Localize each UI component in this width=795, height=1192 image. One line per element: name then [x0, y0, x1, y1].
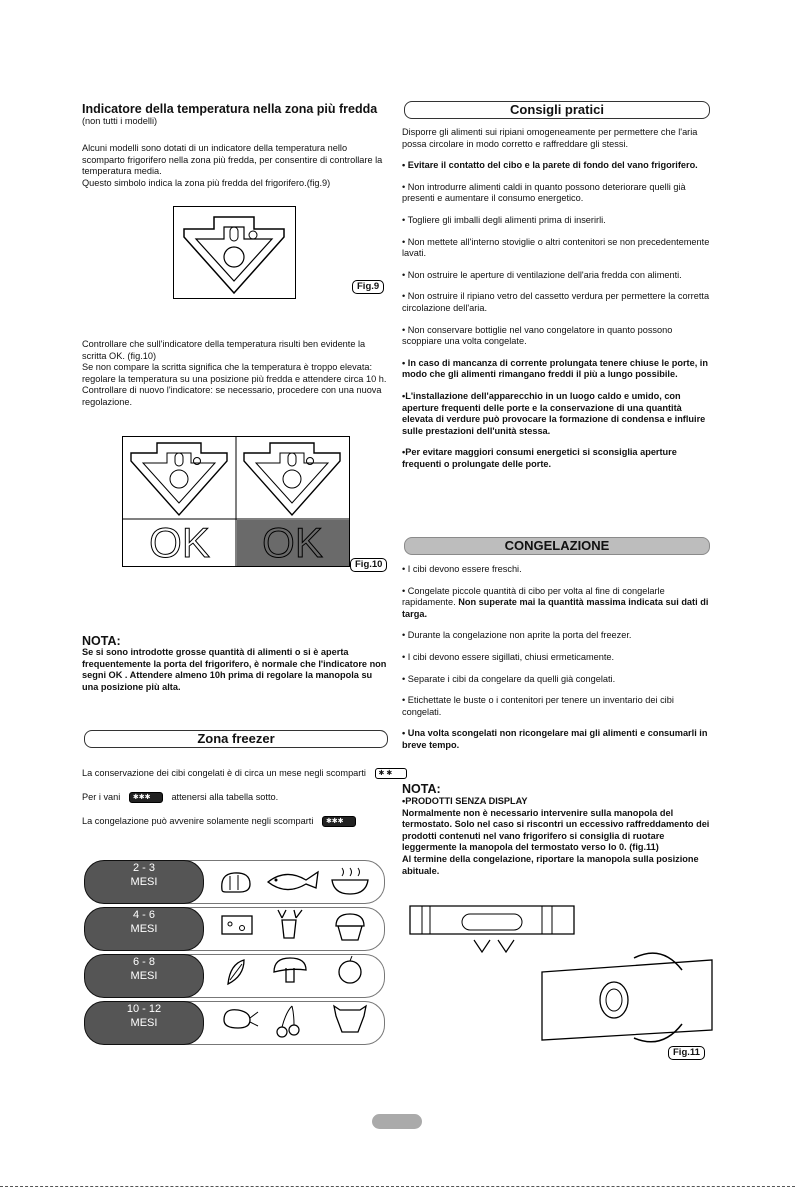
right-nota-text: •PRODOTTI SENZA DISPLAY Normalmente non è necessario intervenire sulla manopola del termostato. Solo nel caso si riscontri un eccessivo raffreddamento dei prodotti contenuti nel vano frigorifero si consiglia di ruotare leggermente la manopola del termostato verso lo 0. (fig.11) Al termine della congelazione, riportare la manopola sulla posizione abituale. — [402, 796, 710, 876]
cow-icon — [334, 1006, 366, 1032]
fig10-label: Fig.10 — [350, 558, 387, 572]
footer-line — [0, 1186, 795, 1192]
fish-icon — [268, 872, 318, 890]
four-star-symbol-icon: ✱✱✱ — [322, 816, 356, 827]
apple-icon — [339, 956, 361, 983]
four-star-symbol-icon: ✱✱✱ — [129, 792, 163, 803]
chicken-icon — [224, 1010, 258, 1028]
mesi-badge: 10 - 12 MESI — [84, 1001, 204, 1045]
right-nota-title: NOTA: — [402, 782, 441, 796]
one-star-symbol-icon: ✱ ✱ — [375, 768, 407, 779]
temp-check-text: Controllare che sull'indicatore della temperatura risulti ben evidente la scritta OK. (fig.10) Se non compare la scritta significa che la temperatura è troppo elevata: regolare la temperatura su una posizione più fredda e attendere circa 10 h. Controllare di nuovo l'indicatore: se necessario, procedere con una nuova regolazione. — [82, 339, 387, 407]
cold-zone-symbol-icon — [174, 207, 295, 298]
fig11-label: Fig.11 — [668, 1046, 705, 1060]
deer-icon — [278, 910, 302, 938]
ok-label-dark: OK — [262, 519, 323, 566]
page-number-bar — [372, 1114, 422, 1129]
fig9-label: Fig.9 — [352, 280, 384, 294]
thermostat-top-icon — [410, 906, 574, 952]
mesi-badge: 6 - 8 MESI — [84, 954, 204, 998]
temp-indicator-intro: Alcuni modelli sono dotati di un indicatore della temperatura nello scomparto frigorifero nella zona più fredda, per consentire di controllare la temperatura media. Questo simbolo indica la zona più fredda del frigorifero.(fig.9) — [82, 143, 383, 188]
zona-freezer-heading: Zona freezer — [84, 730, 388, 748]
zona-text-1: La conservazione dei cibi congelati è di circa un mese negli scomparti ✱ ✱ — [82, 768, 407, 780]
soup-icon — [332, 868, 368, 894]
vegetable-icon — [228, 960, 244, 984]
fig11-image — [402, 900, 714, 1046]
consigli-heading: Consigli pratici — [404, 101, 710, 119]
left-nota-text: Se si sono introdotte grosse quantità di alimenti o si è aperta frequentemente la porta del frigorifero, è normale che l'indicatore non segni OK . Attendere almeno 10h prima di regolare la manopola su una posizione più alta. — [82, 647, 387, 692]
thermostat-knob-icon — [542, 953, 712, 1042]
ok-label-light: OK — [149, 519, 210, 566]
congelazione-heading: CONGELAZIONE — [404, 537, 710, 555]
cheese-icon — [222, 916, 252, 934]
cupcake-icon — [336, 914, 364, 940]
fig9-image — [173, 206, 296, 299]
consigli-list: Disporre gli alimenti sui ripiani omogeneamente per permettere che l'aria possa circolare in modo corretto e raffreddare gli stessi. • Evitare il contatto del cibo e la parete di fondo del vano frigorifero. • Non introdurre alimenti caldi in quanto possono deteriorare quelli già presenti e aumentare il consumo energetico. • Togliere gli imballi degli alimenti prima di inserirli. • Non mettete all'interno stoviglie o altri contenitori se non precedentemente lavati. • Non ostruire le aperture di ventilazione dell'aria fredda con alimenti. • Non ostruire il ripiano vetro del cassetto verdura per permettere la corretta circolazione dell'aria. • Non conservare bottiglie nel vano congelatore in quanto possono scoppiare una volta congelate. • In caso di mancanza di corrente prolungata tenere chiuse le porte, in modo che gli alimenti rimangano freddi il più a lungo possibile. •L'installazione dell'apparecchio in un luogo caldo e umido, con aperture frequenti delle porte e la conservazione di una quantità elevata di verdure può provocare la formazione di condensa e influire sulle prestazioni dell'unità stessa. •Per evitare maggiori consumi energetici si sconsiglia aperture frequenti o prolungate delle porte. — [402, 127, 710, 469]
mesi-badge: 2 - 3 MESI — [84, 860, 204, 904]
bread-icon — [222, 873, 250, 892]
food-icons — [210, 860, 380, 1046]
zona-text-2: Per i vani ✱✱✱ attenersi alla tabella sotto. — [82, 792, 279, 802]
temp-indicator-subtitle: (non tutti i modelli) — [82, 116, 158, 126]
zona-text-3: La congelazione può avvenire solamente negli scomparti ✱✱✱ — [82, 816, 356, 828]
congelazione-list: • I cibi devono essere freschi. • Congelate piccole quantità di cibo per volta al fine di congelarle rapidamente. Non superate mai la quantità massima indicata sui dati di targa. • Durante la congelazione non aprite la porta del freezer. • I cibi devono essere sigillati, chiusi ermeticamente. • Separate i cibi da congelare da quelli già congelati. • Etichettate le buste o i contenitori per tenere un inventario dei cibi congelati. • Una volta scongelati non ricongelare mai gli alimenti e consumarli in breve tempo. — [402, 564, 709, 750]
fig10-image — [122, 436, 350, 567]
cherry-icon — [277, 1006, 299, 1037]
temp-indicator-title: Indicatore della temperatura nella zona più fredda — [82, 102, 378, 116]
mesi-badge: 4 - 6 MESI — [84, 907, 204, 951]
mushroom-icon — [274, 958, 306, 982]
left-nota-title: NOTA: — [82, 634, 121, 648]
